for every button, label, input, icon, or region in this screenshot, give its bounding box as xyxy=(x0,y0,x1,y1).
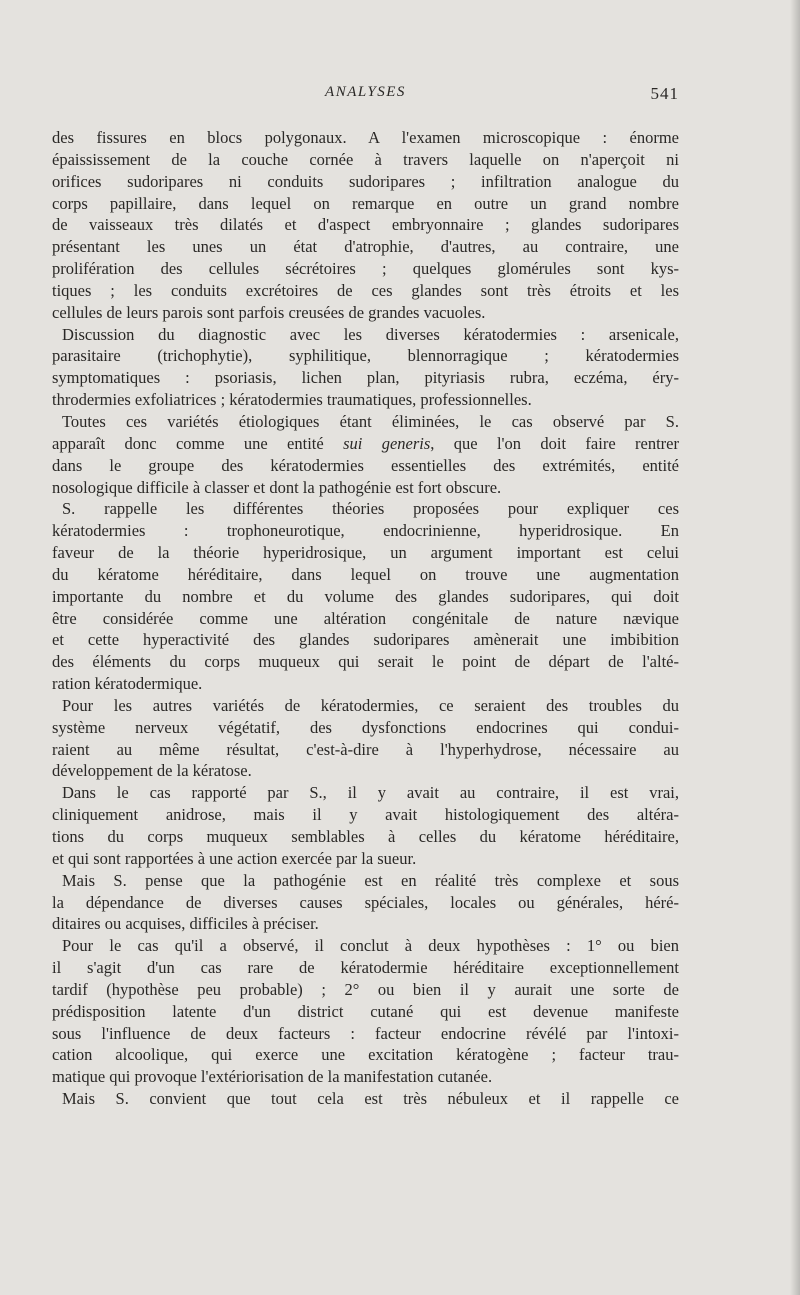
text-segment: , que l'on doit faire rentrer xyxy=(430,433,679,453)
text-line: nosologique difficile à classer et dont la pathogénie est fort obscure. xyxy=(52,477,502,497)
text-line: développement de la kératose. xyxy=(52,761,252,781)
text-line: de vaisseaux très dilatés et d'aspect embryonnaire ; glandes sudoripares xyxy=(52,215,679,235)
text-line: et cette hyperactivité des glandes sudoripares amènerait une imbibition xyxy=(52,630,679,650)
page-edge-shadow xyxy=(790,0,800,1295)
text-line: système nerveux végétatif, des dysfonctions endocrines qui condui- xyxy=(52,717,679,737)
page-number: 541 xyxy=(650,84,679,103)
text-line: dans le groupe des kératodermies essentielles des extrémités, entité xyxy=(52,455,679,475)
text-line: tiques ; les conduits excrétoires de ces glandes sont très étroits et les xyxy=(52,280,679,300)
text-segment: apparaît donc comme une entité xyxy=(52,433,344,453)
text-line: sous l'influence de deux facteurs : facteur endocrine révélé par l'intoxi- xyxy=(52,1023,679,1043)
running-title: ANALYSES xyxy=(325,84,406,100)
text-line: prédisposition latente d'un district cutané qui est devenue manifeste xyxy=(52,1001,679,1021)
text-line: la dépendance de diverses causes spéciales, locales ou générales, héré- xyxy=(52,892,679,912)
text-line: tions du corps muqueux semblables à celles du kératome héréditaire, xyxy=(52,827,679,846)
text-line: cellules de leurs parois sont parfois creusées de grandes vacuoles. xyxy=(52,302,486,322)
text-line: Toutes ces variétés étiologiques étant éliminées, le cas observé par S. xyxy=(62,411,679,431)
text-line: prolifération des cellules sécrétoires ; quelques glomérules sont kys- xyxy=(52,259,679,279)
text-line: importante du nombre et du volume des glandes sudoripares, qui doit xyxy=(52,586,679,606)
text-line: Discussion du diagnostic avec les diverses kératodermies : arsenicale, xyxy=(62,324,679,344)
italic-term: sui generis xyxy=(343,433,431,453)
text-line: faveur de la théorie hyperidrosique, un argument important est celui xyxy=(52,543,679,563)
body-text xyxy=(52,127,679,1110)
text-line: ration kératodermique. xyxy=(52,674,203,694)
text-line: des fissures en blocs polygonaux. A l'examen microscopique : énorme xyxy=(52,128,679,147)
running-head xyxy=(52,82,679,106)
text-line: parasitaire (trichophytie), syphilitique, blennorragique ; kératodermies xyxy=(52,346,679,366)
text-line: kératodermies : trophoneurotique, endocrinienne, hyperidrosique. En xyxy=(52,521,679,541)
text-line: corps papillaire, dans lequel on remarque en outre un grand nombre xyxy=(52,193,679,213)
text-line: épaississement de la couche cornée à travers laquelle on n'aperçoit ni xyxy=(52,149,679,169)
text-line: tardif (hypothèse peu probable) ; 2° ou bien il y aurait une sorte de xyxy=(52,979,679,999)
text-line: Pour le cas qu'il a observé, il conclut à deux hypothèses : 1° ou bien xyxy=(62,936,679,956)
text-line: cliniquement anidrose, mais il y avait histologiquement des altéra- xyxy=(52,805,679,825)
text-line: orifices sudoripares ni conduits sudoripares ; infiltration analogue du xyxy=(52,171,679,191)
text-line: et qui sont rapportées à une action exercée par la sueur. xyxy=(52,848,417,868)
text-line xyxy=(52,433,679,455)
text-line: Mais S. pense que la pathogénie est en réalité très complexe et sous xyxy=(62,870,679,890)
text-line: Dans le cas rapporté par S., il y avait au contraire, il est vrai, xyxy=(62,783,679,803)
text-line: throdermies exfoliatrices ; kératodermies traumatiques, professionnelles. xyxy=(52,390,532,410)
text-line: du kératome héréditaire, dans lequel on trouve une augmentation xyxy=(52,564,679,584)
text-line: matique qui provoque l'extériorisation de la manifestation cutanée. xyxy=(52,1067,493,1087)
text-line: Pour les autres variétés de kératodermies, ce seraient des troubles du xyxy=(62,695,679,715)
text-line: être considérée comme une altération congénitale de nature nævique xyxy=(52,608,679,628)
text-line: présentant les unes un état d'atrophie, d'autres, au contraire, une xyxy=(52,237,679,257)
text-line: S. rappelle les différentes théories proposées pour expliquer ces xyxy=(62,499,679,519)
text-line: il s'agit d'un cas rare de kératodermie héréditaire exceptionnellement xyxy=(52,958,679,978)
text-line: Mais S. convient que tout cela est très nébuleux et il rappelle ce xyxy=(62,1089,679,1109)
text-line: ditaires ou acquises, difficiles à préciser. xyxy=(52,914,319,934)
text-line: cation alcoolique, qui exerce une excitation kératogène ; facteur trau- xyxy=(52,1045,679,1065)
text-line: des éléments du corps muqueux qui serait le point de départ de l'alté- xyxy=(52,652,679,672)
text-line: symptomatiques : psoriasis, lichen plan, pityriasis rubra, eczéma, éry- xyxy=(52,368,679,388)
text-line: raient au même résultat, c'est-à-dire à l'hyperhydrose, nécessaire au xyxy=(52,739,679,759)
